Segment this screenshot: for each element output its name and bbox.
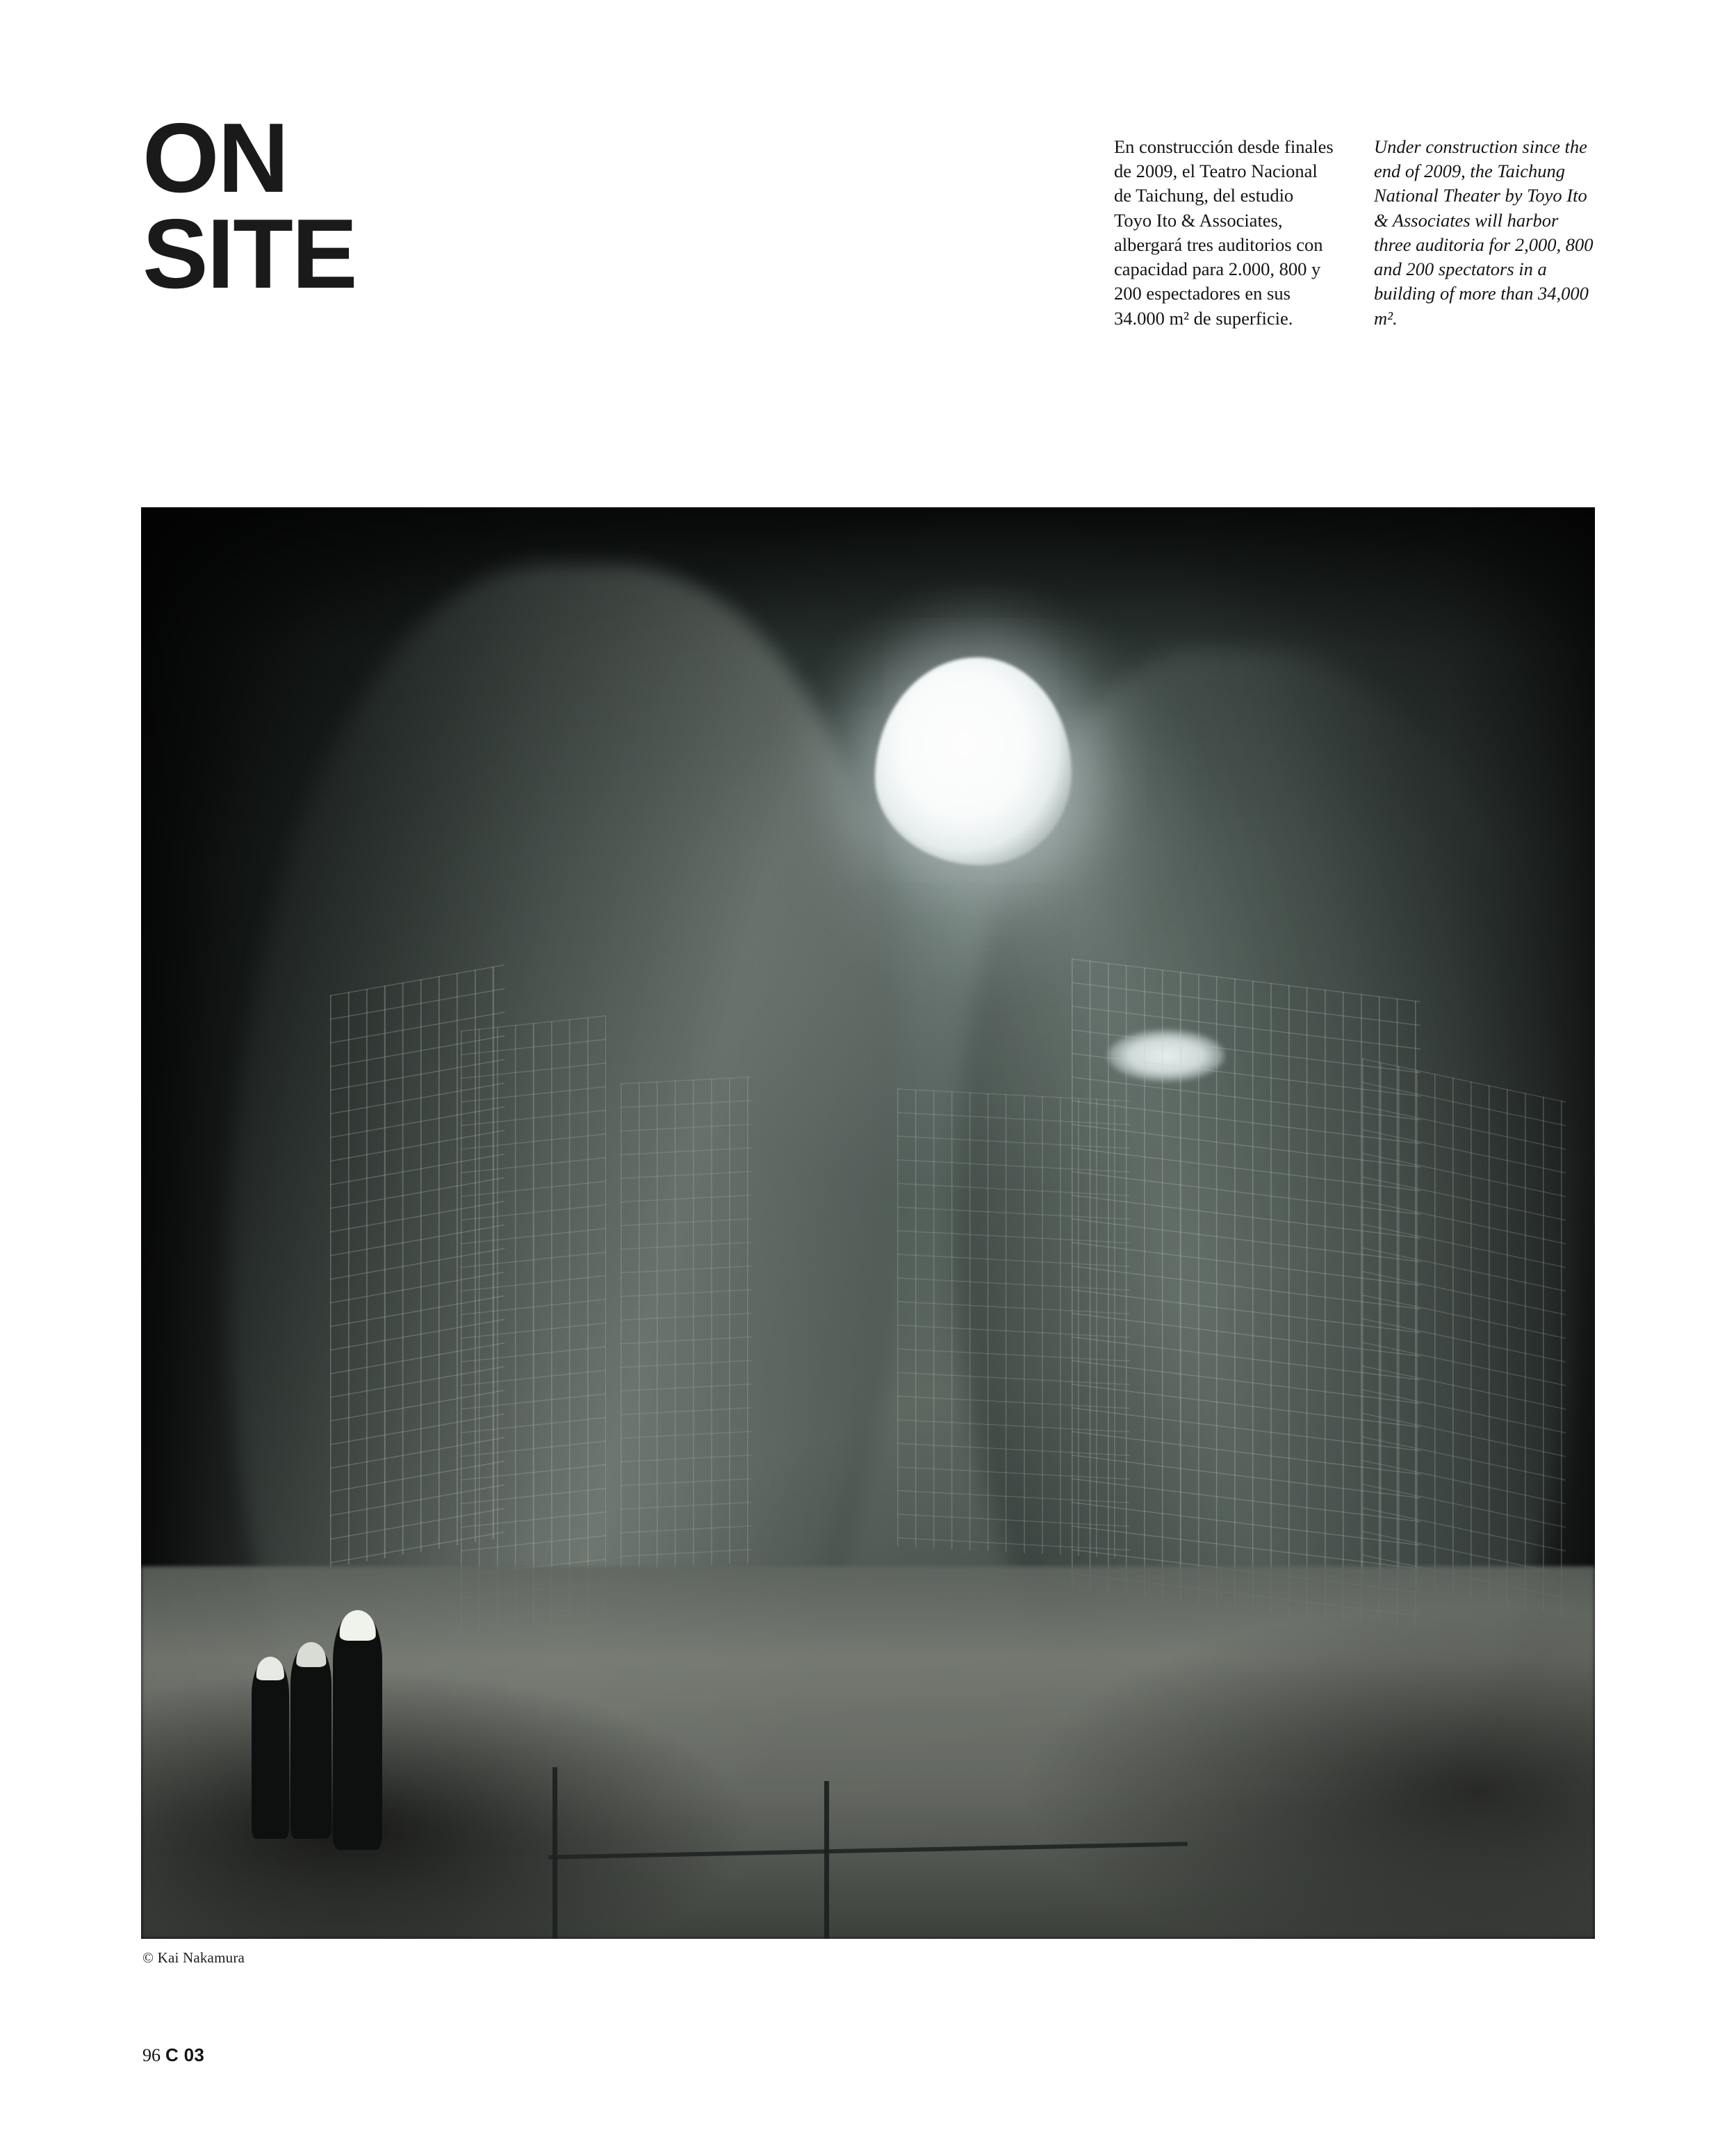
page-title xyxy=(142,103,768,310)
page-title-line-2: SITE xyxy=(142,199,357,310)
worker-silhouette xyxy=(333,1614,382,1850)
scaffolding-structure xyxy=(621,1076,751,1570)
page-folio xyxy=(142,2044,204,2066)
worker-silhouette xyxy=(290,1646,331,1839)
page-header xyxy=(142,103,1594,396)
page-title-line-1: ON xyxy=(142,103,288,213)
page-number: 96 xyxy=(142,2045,161,2065)
intro-text-english: Under construction since the end of 2009, the Taichung National Theater by Toyo Ito & Associates will harbor three auditoria for 2,000, 800 and 200 spectators in a building of more than 34,000 m². xyxy=(1374,136,1594,329)
photo-image xyxy=(141,507,1595,1939)
worker-silhouette xyxy=(252,1659,289,1839)
issue-code: C 03 xyxy=(165,2044,205,2065)
main-photograph xyxy=(141,507,1595,1939)
railing-post xyxy=(552,1767,557,1939)
railing-post xyxy=(824,1781,829,1939)
scaffolding-structure xyxy=(461,1015,606,1632)
intro-columns xyxy=(1114,135,1594,331)
intro-text-spanish: En construcción desde finales de 2009, el Teatro Nacional de Taichung, del estudio Toyo Ito & Associates, albergará tres auditorios con capacidad para 2.000, 800 y 200 espectadores en sus 34.000 m² de superficie. xyxy=(1114,136,1334,329)
scaffolding-structure xyxy=(1362,1058,1566,1617)
photo-credit: © Kai Nakamura xyxy=(142,1949,245,1966)
